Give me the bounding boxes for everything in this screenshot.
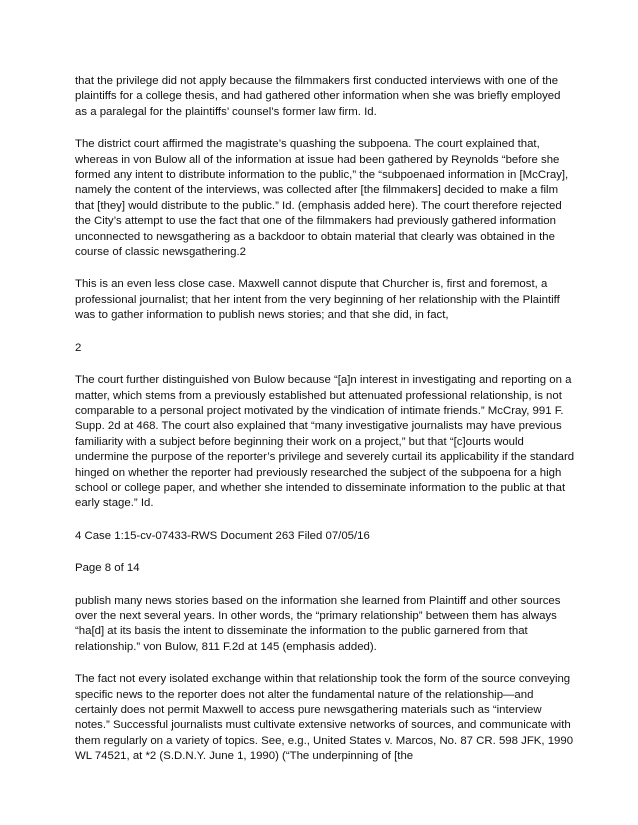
paragraph-publish-stories: publish many news stories based on the information she learned from Plaintiff and other sources over the next several years. In other words, the “primary relationship” between them has always “ha[d] at its basis the intent to disseminate the information to the public garnered from that relationship.” von Bulow, 811 F.2d at 145 (emphasis added). bbox=[75, 594, 561, 653]
footnote-number: 2 bbox=[75, 341, 82, 354]
paragraph-less-close-case: This is an even less close case. Maxwell cannot dispute that Churcher is, first and foremost, a professional journalist; that her intent from the very beginning of her relationship with the Plaintiff was to gather information to publish news stories; and that she did, in fact, bbox=[75, 278, 560, 322]
document-page bbox=[75, 74, 575, 782]
paragraph-continuation: that the privilege did not apply because the filmmakers first conducted interviews with one of the plaintiffs for a college thesis, and had gathered other information when she was briefly employed as a paralegal for the plaintiffs’ counsel’s former law firm. Id. bbox=[75, 75, 561, 118]
page-number: Page 8 of 14 bbox=[75, 562, 140, 575]
case-header: 4 Case 1:15-cv-07433-RWS Document 263 Filed 07/05/16 bbox=[75, 529, 370, 542]
footnote-text: The court further distinguished von Bulow because “[a]n interest in investigating and reporting on a matter, which stems from a previously established but attenuated professional relationship, is not comparable to a personal project motivated by the vindication of intimate friends.” McCray, 991 F. Supp. 2d at 468. The court also explained that “many investigative journalists may have previous familiarity with a subject before beginning their work on a project,” but that “[c]ourts would undermine the purpose of the reporter’s privilege and severely curtail its applicability if the standard hinged on whether the reporter had previously researched the subject of the subpoena for a high school or college paper, and whether she intended to disseminate information to the public at that early stage.” Id. bbox=[75, 374, 575, 510]
paragraph-isolated-exchange: The fact not every isolated exchange within that relationship took the form of the source conveying specific news to the reporter does not alter the fundamental nature of the relationship—and certainly does not permit Maxwell to access pure newsgathering materials such as “interview notes.” Successful journalists must cultivate extensive networks of sources, and communicate with them regularly on a variety of topics. See, e.g., United States v. Marcos, No. 87 CR. 598 JFK, 1990 WL 74521, at *2 (S.D.N.Y. June 1, 1990) (“The underpinning of [the bbox=[75, 673, 574, 763]
paragraph-district-court: The district court affirmed the magistrate’s quashing the subpoena. The court explained that, whereas in von Bulow all of the information at issue had been gathered by Reynolds “before she formed any intent to distribute information to the public,” the “subpoenaed information in [McCray], namely the content of the interviews, was collected after [the filmmakers] decided to make a film that [they] would distribute to the public.” Id. (emphasis added here). The court therefore rejected the City’s attempt to use the fact that one of the filmmakers had previously gathered information unconnected to newsgathering as a backdoor to obtain material that clearly was obtained in the course of classic newsgathering.2 bbox=[75, 138, 569, 259]
